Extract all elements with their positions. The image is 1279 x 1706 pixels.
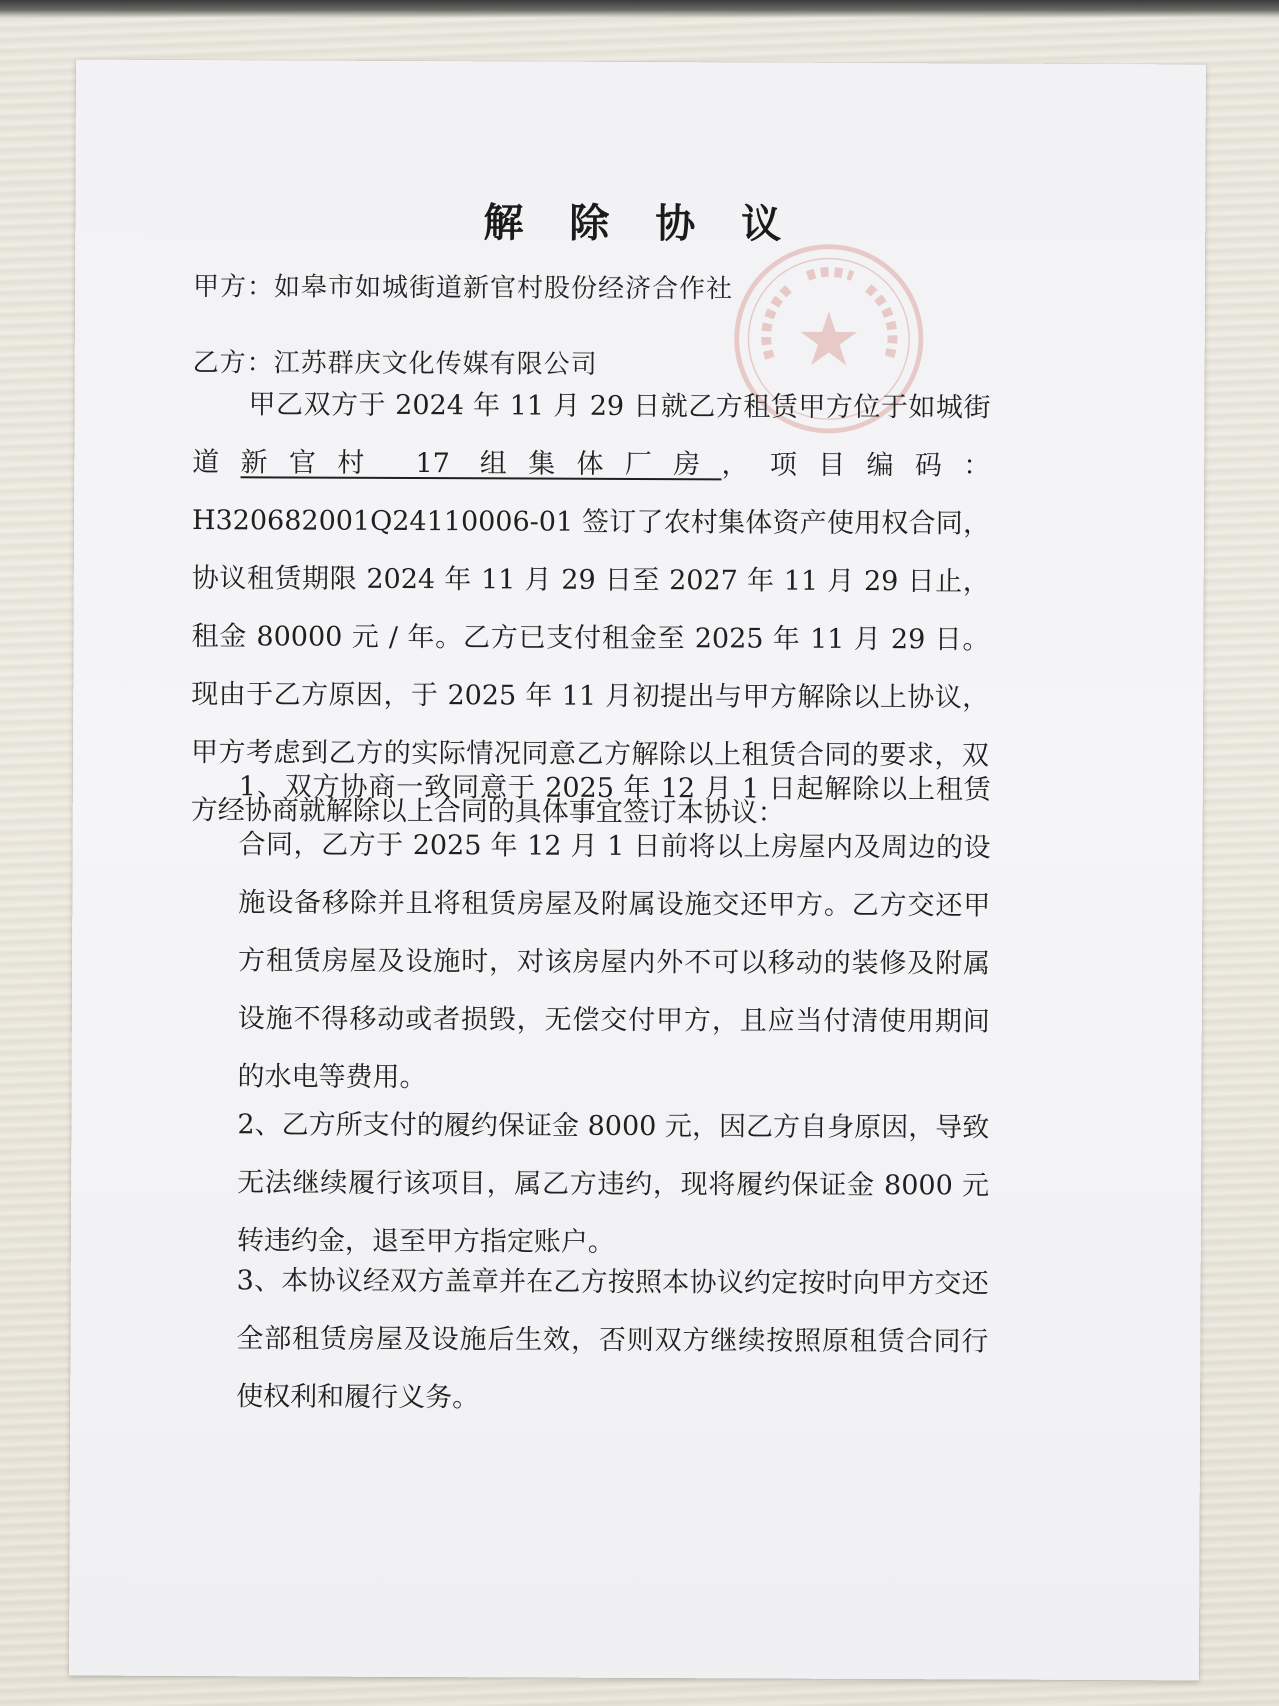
clause-1: 1、双方协商一致同意于 2025 年 12 月 1 日起解除以上租赁合同，乙方于 2025 年 12 月 1 日前将以上房屋内及周边的设施设备移除并且将租赁房屋及附属设施交还甲方。乙方交还甲方租赁房屋及设施时，对该房屋内外不可以移动的装修及附属设施不得移动或者损毁，无偿交付甲方，且应当付清使用期间的水电等费用。 [237, 771, 991, 1094]
clause-2: 2、乙方所支付的履约保证金 8000 元，因乙方自身原因，导致无法继续履行该项目，属乙方违约，现将履约保证金 8000 元转违约金，退至甲方指定账户。 [236, 1109, 990, 1258]
party-a-line: 甲方：如皋市如城街道新官村股份经济合作社 [192, 272, 734, 305]
intro-text-start: 甲乙双方于 2024 年 11 月 29 日就乙方租赁甲方位于如城街道 [192, 389, 991, 479]
intro-text-rest: ，项目编码：H320682001Q24110006-01 签订了农村集体资产使用权合同，协议租赁期限 2024 年 11 月 29 日至 2027 年 11 月 29 日止，租金 80000 元 / 年。乙方已支付租金至 2025 年 11 月 29 日。现由于乙方原因，于 2025 年 11 月初提出与甲方解除以上协议，甲方考虑到乙方的实际情况同意乙方解除以上租赁合同的要求，双方经协商就解除以上合同的具体事宜签订本协议： [190, 449, 991, 829]
clause-3: 3、本协议经双方盖章并在乙方按照本协议约定按时向甲方交还全部租赁房屋及设施后生效，否则双方继续按照原租赁合同行使权利和履行义务。 [236, 1265, 989, 1414]
background-edge [0, 0, 1279, 18]
party-b-line: 乙方：江苏群庆文化传媒有限公司 [192, 348, 598, 380]
property-location: 新官村 17 组集体厂房 [240, 447, 722, 481]
document-title: 解 除 协 议 [483, 200, 798, 248]
document-page [69, 60, 1206, 1681]
